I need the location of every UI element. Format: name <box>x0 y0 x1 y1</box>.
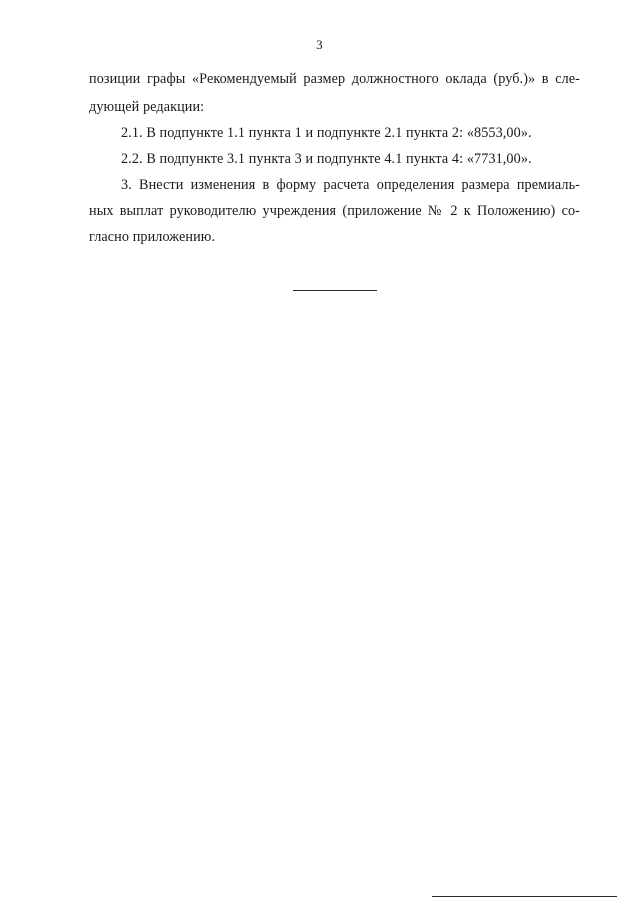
item-3-line-1: 3. Внести изменения в форму расчета определения размера премиаль- <box>121 177 580 193</box>
intro-line-1: позиции графы «Рекомендуемый размер должностного оклада (руб.)» в сле- <box>89 71 580 87</box>
item-3-line-3: гласно приложению. <box>89 229 216 245</box>
intro-line-2: дующей редакции: <box>89 99 205 115</box>
end-divider <box>293 290 377 291</box>
bottom-rule <box>432 896 617 897</box>
item-2-1: 2.1. В подпункте 1.1 пункта 1 и подпункте 2.1 пункта 2: «8553,00». <box>121 125 532 141</box>
page-number: 3 <box>316 37 323 52</box>
item-3-line-2: ных выплат руководителю учреждения (приложение № 2 к Положению) со- <box>89 203 580 219</box>
item-2-2: 2.2. В подпункте 3.1 пункта 3 и подпункте 4.1 пункта 4: «7731,00». <box>121 151 532 167</box>
